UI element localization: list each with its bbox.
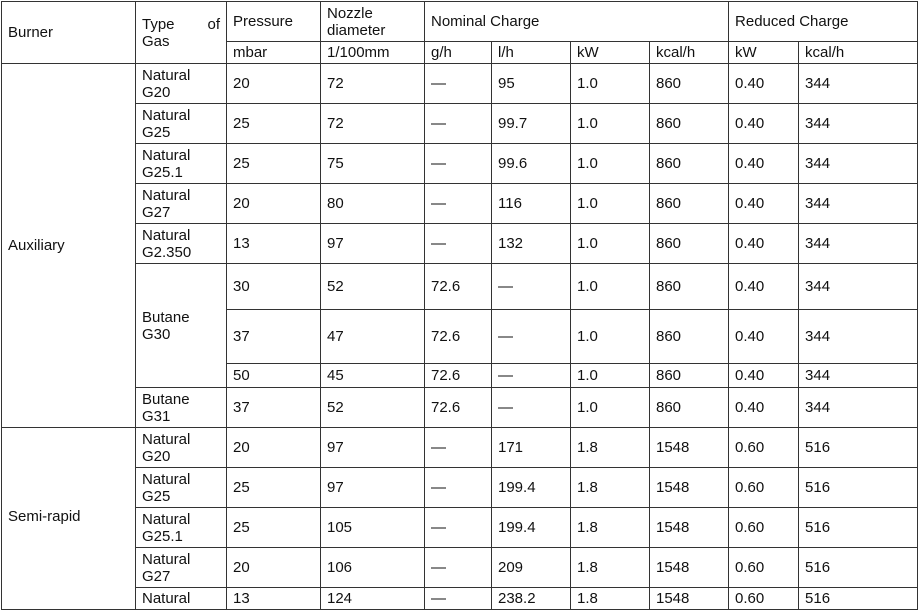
kw-cell: 1.0 xyxy=(571,264,650,310)
kcal-cell: 1548 xyxy=(650,548,729,588)
gh-cell: — xyxy=(425,144,492,184)
gh-cell: — xyxy=(425,104,492,144)
gas-type-cell: Natural G20 xyxy=(136,64,227,104)
lh-cell: — xyxy=(492,310,571,364)
kcal-cell: 860 xyxy=(650,184,729,224)
kw-cell: 1.0 xyxy=(571,64,650,104)
table-row xyxy=(2,64,918,104)
reduced-kw-cell: 0.60 xyxy=(729,548,799,588)
lh-cell: 132 xyxy=(492,224,571,264)
kw-cell: 1.0 xyxy=(571,144,650,184)
reduced-kcal-cell: 516 xyxy=(799,508,918,548)
kcal-cell: 1548 xyxy=(650,588,729,610)
reduced-kw-cell: 0.40 xyxy=(729,364,799,388)
reduced-kw-cell: 0.40 xyxy=(729,184,799,224)
pressure-cell: 25 xyxy=(227,104,321,144)
lh-cell: 199.4 xyxy=(492,508,571,548)
unit-lh: l/h xyxy=(492,42,571,64)
nozzle-cell: 97 xyxy=(321,468,425,508)
kw-cell: 1.8 xyxy=(571,588,650,610)
gh-cell: — xyxy=(425,468,492,508)
gh-cell: — xyxy=(425,184,492,224)
nozzle-cell: 52 xyxy=(321,264,425,310)
reduced-kcal-cell: 516 xyxy=(799,548,918,588)
table-row xyxy=(2,428,918,468)
kcal-cell: 860 xyxy=(650,144,729,184)
gh-cell: — xyxy=(425,64,492,104)
pressure-cell: 20 xyxy=(227,428,321,468)
gh-cell: — xyxy=(425,224,492,264)
reduced-kw-cell: 0.40 xyxy=(729,64,799,104)
nozzle-cell: 80 xyxy=(321,184,425,224)
reduced-kw-cell: 0.60 xyxy=(729,428,799,468)
lh-cell: 199.4 xyxy=(492,468,571,508)
kw-cell: 1.0 xyxy=(571,388,650,428)
pressure-cell: 25 xyxy=(227,144,321,184)
reduced-kcal-cell: 344 xyxy=(799,264,918,310)
kw-cell: 1.0 xyxy=(571,224,650,264)
reduced-kw-cell: 0.40 xyxy=(729,264,799,310)
pressure-cell: 25 xyxy=(227,508,321,548)
table-row xyxy=(2,224,918,264)
lh-cell: — xyxy=(492,364,571,388)
reduced-kw-cell: 0.40 xyxy=(729,310,799,364)
gas-type-cell: Butane G30 xyxy=(136,264,227,388)
reduced-kw-cell: 0.60 xyxy=(729,588,799,610)
reduced-kcal-cell: 344 xyxy=(799,64,918,104)
unit-reduced-kcal: kcal/h xyxy=(799,42,918,64)
table-row xyxy=(2,388,918,428)
kcal-cell: 860 xyxy=(650,104,729,144)
nozzle-cell: 75 xyxy=(321,144,425,184)
header-nominal-charge: Nominal Charge xyxy=(425,2,729,42)
kcal-cell: 1548 xyxy=(650,468,729,508)
header-row-main xyxy=(2,2,918,42)
pressure-cell: 20 xyxy=(227,184,321,224)
kw-cell: 1.0 xyxy=(571,184,650,224)
reduced-kw-cell: 0.60 xyxy=(729,508,799,548)
kw-cell: 1.8 xyxy=(571,508,650,548)
nozzle-cell: 124 xyxy=(321,588,425,610)
pressure-cell: 13 xyxy=(227,224,321,264)
table-row xyxy=(2,184,918,224)
nozzle-cell: 52 xyxy=(321,388,425,428)
reduced-kcal-cell: 344 xyxy=(799,310,918,364)
pressure-cell: 37 xyxy=(227,310,321,364)
pressure-cell: 20 xyxy=(227,548,321,588)
kcal-cell: 1548 xyxy=(650,508,729,548)
reduced-kcal-cell: 516 xyxy=(799,588,918,610)
nozzle-cell: 47 xyxy=(321,310,425,364)
kcal-cell: 860 xyxy=(650,64,729,104)
table-row xyxy=(2,264,918,310)
gas-burner-table xyxy=(1,1,918,610)
lh-cell: 171 xyxy=(492,428,571,468)
pressure-cell: 30 xyxy=(227,264,321,310)
kw-cell: 1.0 xyxy=(571,364,650,388)
gas-type-cell: Natural G20 xyxy=(136,428,227,468)
header-of-word: of xyxy=(207,15,220,33)
kw-cell: 1.0 xyxy=(571,104,650,144)
table-row xyxy=(2,468,918,508)
pressure-cell: 25 xyxy=(227,468,321,508)
table-row xyxy=(2,508,918,548)
table-row xyxy=(2,104,918,144)
gas-type-cell: Natural G27 xyxy=(136,184,227,224)
nozzle-cell: 45 xyxy=(321,364,425,388)
nozzle-cell: 106 xyxy=(321,548,425,588)
reduced-kw-cell: 0.40 xyxy=(729,104,799,144)
nozzle-cell: 72 xyxy=(321,64,425,104)
gh-cell: 72.6 xyxy=(425,310,492,364)
kcal-cell: 860 xyxy=(650,310,729,364)
kw-cell: 1.8 xyxy=(571,468,650,508)
header-pressure: Pressure xyxy=(227,2,321,42)
nozzle-cell: 97 xyxy=(321,224,425,264)
reduced-kcal-cell: 344 xyxy=(799,144,918,184)
lh-cell: 99.6 xyxy=(492,144,571,184)
reduced-kcal-cell: 344 xyxy=(799,388,918,428)
header-reduced-charge: Reduced Charge xyxy=(729,2,918,42)
gas-type-cell: Natural G25.1 xyxy=(136,508,227,548)
header-type-of-gas xyxy=(136,2,227,64)
burner-auxiliary: Auxiliary xyxy=(2,64,136,428)
unit-kcal: kcal/h xyxy=(650,42,729,64)
kw-cell: 1.8 xyxy=(571,428,650,468)
kcal-cell: 860 xyxy=(650,224,729,264)
unit-nozzle: 1/100mm xyxy=(321,42,425,64)
unit-reduced-kw: kW xyxy=(729,42,799,64)
lh-cell: 99.7 xyxy=(492,104,571,144)
pressure-cell: 13 xyxy=(227,588,321,610)
table-row xyxy=(2,588,918,610)
reduced-kcal-cell: 344 xyxy=(799,224,918,264)
reduced-kcal-cell: 344 xyxy=(799,104,918,144)
lh-cell: — xyxy=(492,388,571,428)
reduced-kw-cell: 0.40 xyxy=(729,144,799,184)
gh-cell: — xyxy=(425,548,492,588)
reduced-kcal-cell: 344 xyxy=(799,184,918,224)
gas-type-cell: Natural xyxy=(136,588,227,610)
table-row xyxy=(2,548,918,588)
kcal-cell: 860 xyxy=(650,388,729,428)
unit-kw: kW xyxy=(571,42,650,64)
kw-cell: 1.8 xyxy=(571,548,650,588)
header-type-word: Type xyxy=(142,15,175,33)
gh-cell: 72.6 xyxy=(425,264,492,310)
gh-cell: — xyxy=(425,588,492,610)
burner-semi-rapid: Semi-rapid xyxy=(2,428,136,610)
gas-type-cell: Butane G31 xyxy=(136,388,227,428)
gas-type-cell: Natural G2.350 xyxy=(136,224,227,264)
nozzle-cell: 105 xyxy=(321,508,425,548)
kcal-cell: 1548 xyxy=(650,428,729,468)
gas-type-cell: Natural G25.1 xyxy=(136,144,227,184)
kcal-cell: 860 xyxy=(650,264,729,310)
nozzle-cell: 97 xyxy=(321,428,425,468)
reduced-kcal-cell: 516 xyxy=(799,428,918,468)
table-row xyxy=(2,144,918,184)
reduced-kw-cell: 0.40 xyxy=(729,388,799,428)
nozzle-cell: 72 xyxy=(321,104,425,144)
reduced-kcal-cell: 344 xyxy=(799,364,918,388)
gh-cell: — xyxy=(425,428,492,468)
reduced-kw-cell: 0.40 xyxy=(729,224,799,264)
gas-type-cell: Natural G27 xyxy=(136,548,227,588)
pressure-cell: 20 xyxy=(227,64,321,104)
reduced-kw-cell: 0.60 xyxy=(729,468,799,508)
gh-cell: — xyxy=(425,508,492,548)
gh-cell: 72.6 xyxy=(425,364,492,388)
reduced-kcal-cell: 516 xyxy=(799,468,918,508)
unit-pressure: mbar xyxy=(227,42,321,64)
header-burner: Burner xyxy=(2,2,136,64)
lh-cell: 238.2 xyxy=(492,588,571,610)
kcal-cell: 860 xyxy=(650,364,729,388)
gas-type-cell: Natural G25 xyxy=(136,104,227,144)
header-nozzle-diameter: Nozzle diameter xyxy=(321,2,425,42)
lh-cell: 116 xyxy=(492,184,571,224)
lh-cell: — xyxy=(492,264,571,310)
gas-type-cell: Natural G25 xyxy=(136,468,227,508)
header-gas-word: Gas xyxy=(142,32,170,50)
gh-cell: 72.6 xyxy=(425,388,492,428)
pressure-cell: 50 xyxy=(227,364,321,388)
lh-cell: 95 xyxy=(492,64,571,104)
lh-cell: 209 xyxy=(492,548,571,588)
kw-cell: 1.0 xyxy=(571,310,650,364)
pressure-cell: 37 xyxy=(227,388,321,428)
unit-gh: g/h xyxy=(425,42,492,64)
